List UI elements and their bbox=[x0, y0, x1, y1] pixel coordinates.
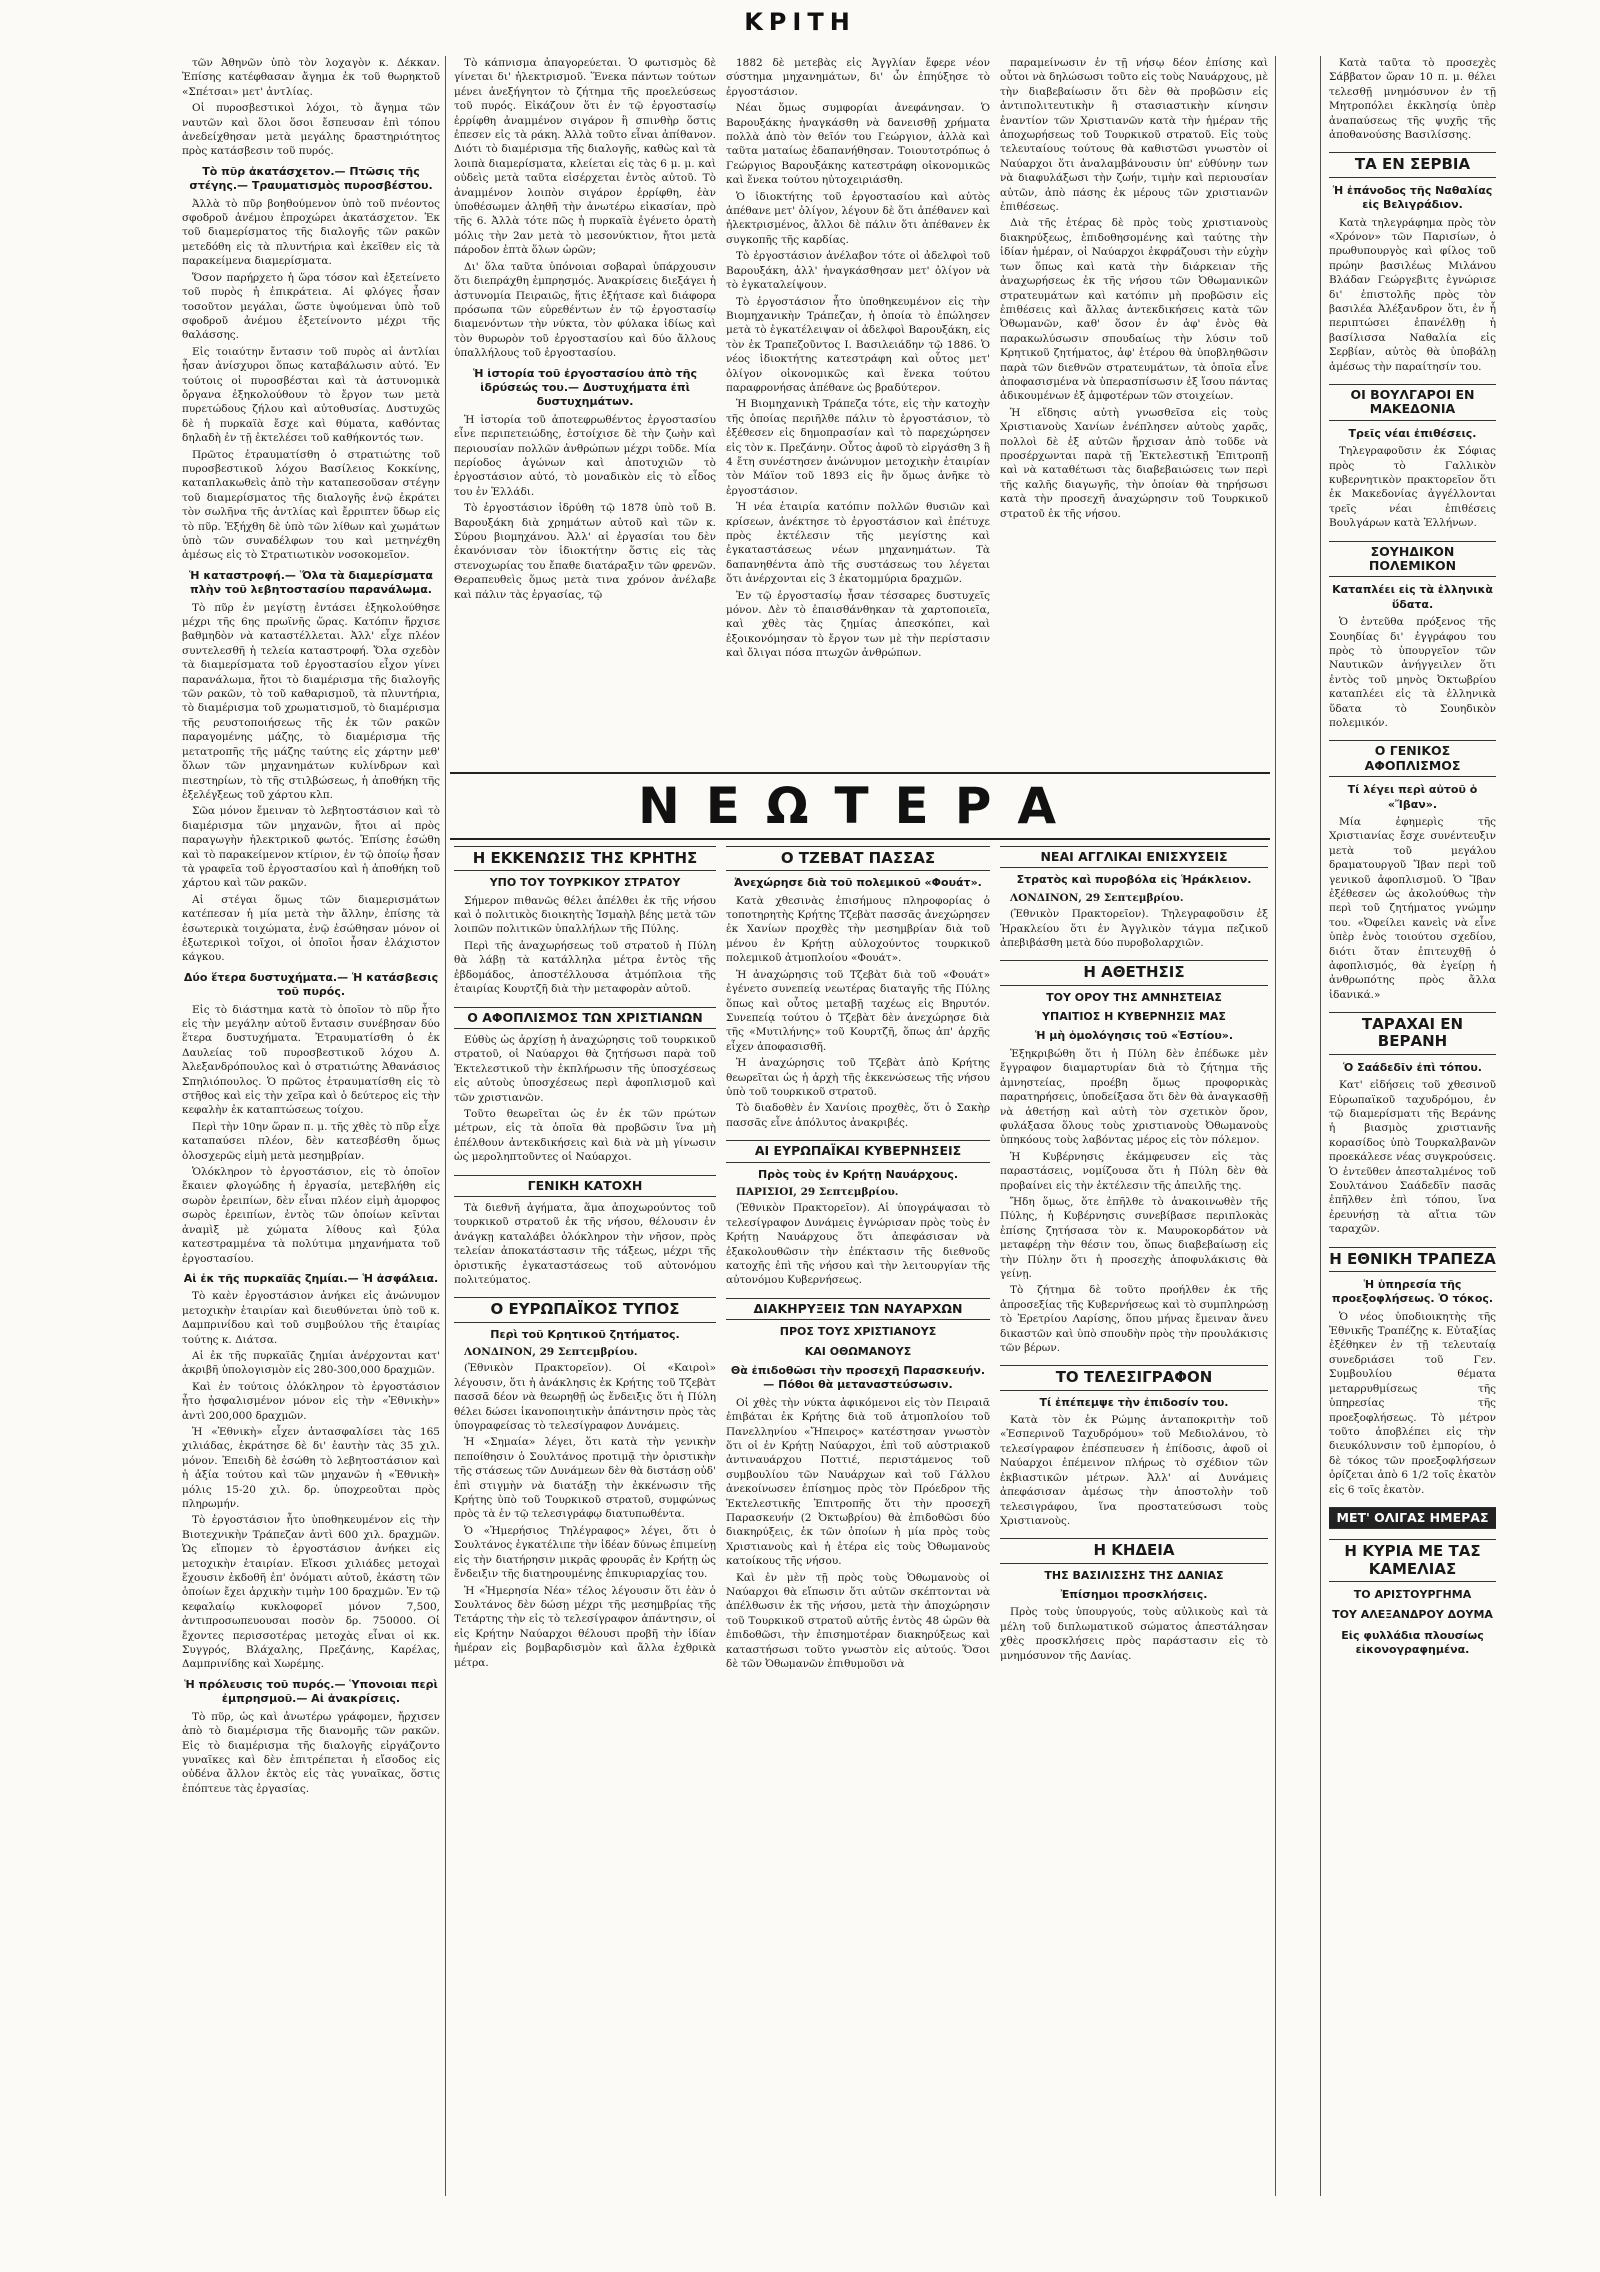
verani-text: Κατ' εἰδήσεις τοῦ χθεσινοῦ Εὐρωπαϊκοῦ ταχυδρόμου, ἐν τῷ διαμερίσματι τῆς Βεράνης ἡ βιασμὸς χριστιανῆς κορασίδος ὑπὸ Τουρκαλβανῶν προεκάλεσε νέας συγκρούσεις. Ὁ ἐντεῦθεν ἀπεσταλμένος τοῦ Σουλτάνου Σαάδεδῖν πασᾶς ἐπῆλθεν ἐπὶ τόπου, ἵνα ἐρευνήσῃ τὰ αἴτια τῶν ταραχῶν. bbox=[1329, 1079, 1496, 1236]
tzevat-headline: Ο ΤΖΕΒΑΤ ΠΑΣΣΑΣ bbox=[726, 846, 990, 871]
typos-dateline: ΛΟΝΔΙΝΟΝ, 29 Σεπτεμβρίου. bbox=[464, 1346, 638, 1358]
article-subheading: Τὸ πῦρ ἀκατάσχετον.— Πτῶσις τῆς στέγης.— Τραυματισμὸς πυροσβέστου. bbox=[189, 164, 433, 193]
naval-text: Ὁ ἐντεῦθα πρόξενος τῆς Σουηδίας δι' ἐγγράφου του πρὸς τὸ ὑπουργεῖον τῶν Ναυτικῶν ἀνήγγειλεν ὅτι ἐντὸς τοῦ μηνὸς Ὀκτωβρίου καταπλέει εἰς τὰ ἑλληνικὰ ὕδατα τὸ Σουηδικὸν πολεμικόν. bbox=[1329, 616, 1496, 729]
article-paragraph: Ἐν τῷ ἐργοστασίῳ ἦσαν τέσσαρες δυστυχεῖς μόνον. Δὲν τὸ ἐπαισθάνθηκαν τὰ χαρτοποιεῖα, καὶ χθὲς τὰς ζημίας ἀπεσκόπει, καὶ ἐξοικονόμησαν τὸ ἔργον των μὲ τὴν περίστασιν καὶ ὄλιγαι πόσα πτωχῶν ἀνθρώπων. bbox=[726, 589, 990, 660]
article-paragraph: Ἡ Βιομηχανικὴ Τράπεζα τότε, εἰς τὴν κατοχὴν τῆς ὁποίας περιῆλθε πάλιν τὸ ἐργοστάσιον, τὸ ἐξέθεσεν εἰς δημοπρασίαν καὶ τὸ παρεχώρησεν εἰς τὸν κ. Πρεζάνην. Οὗτος ἀφοῦ τὸ εἰργάσθη 3 ἢ 4 ἔτη συνέστησεν ἀνώνυμον μετοχικὴν ἑταιρίαν τὸν Μάϊον τοῦ 1893 εἰς ἣν ὅμως ἀνῆκε τὸ ἐργοστάσιον. bbox=[726, 398, 990, 497]
typos-paragraph: Ὁ «Ἡμερήσιος Τηλέγραφος» λέγει, ὅτι ὁ Σουλτάνος ἐγκατέλιπε τὴν ἰδέαν δύνως ἐπιμείνῃ εἰς τὴν διατήρησιν μικρᾶς φρουρᾶς ἐν Κρήτῃ ὡς ἔνδειξιν τῆς διατηρουμένης ἐπικυριαρχίας του. bbox=[454, 1524, 716, 1581]
article-paragraph: Αἱ στέγαι ὅμως τῶν διαμερισμάτων κατέπεσαν ἡ μία μετὰ τὴν ἄλλην, ἐπίσης τὰ ἐσωτερικὰ τοιχώματα, ἐνῷ ἐσώθησαν μόνον οἱ ἐξωτερικοὶ τοῖχοι, οἱ ὁποῖοι ἦσαν ἐλάχιστον κάγκου. bbox=[182, 893, 440, 964]
article-paragraph: Νέαι ὅμως συμφορίαι ἀνεφάνησαν. Ὁ Βαρουξάκης ἠναγκάσθη νὰ δανεισθῇ χρήματα πολλὰ ἀπὸ τὸν θεῖόν του Γεώργιον, ἀλλὰ καὶ ταῦτα ματαίως ἐδαπανήθησαν. Τοιουτοτρόπως ὁ Γεώργιος Βαρουξάκης κατεστράφη οἰκονομικῶς καὶ ἕνεκα τούτου ηὐτοχειριάσθη. bbox=[726, 102, 990, 187]
article-paragraph: Κατὰ ταῦτα τὸ προσεχὲς Σάββατον ὥραν 10 π. μ. θέλει τελεσθῇ μνημόσυνον ἐν τῇ Μητροπόλει ἐκκλησίᾳ ὑπὲρ ἀναπαύσεως τῆς ψυχῆς τῆς ἀποθανούσης Βασιλίσσης. bbox=[1329, 57, 1496, 142]
article-paragraph: Σῶα μόνον ἔμειναν τὸ λεβητοστάσιον καὶ τὸ διαμέρισμα τῶν μηχανῶν, ἤτοι αἱ πρὸς παραγωγὴν ἠλεκτρικοῦ φωτός. Ἐπίσης ἐσώθη καὶ τὸ παρακείμενον κτίριον, ἐν τῷ ὁποίῳ ἦσαν τὰ γραφεῖα τοῦ ἐργοστασίου καὶ ἡ ἀποθήκη τοῦ χάρτου καὶ τῶν ρακῶν. bbox=[182, 805, 440, 890]
column-5 bbox=[1325, 56, 1500, 2196]
ekkenosis-subheading: ΥΠΟ ΤΟΥ ΤΟΥΡΚΙΚΟΥ ΣΤΡΑΤΟΥ bbox=[489, 876, 681, 890]
tzevat-paragraph: Ἡ ἀναχώρησις τοῦ Τζεβὰτ ἀπὸ Κρήτης θεωρεῖται ὡς ἡ ἀρχὴ τῆς ἐκκενώσεως τῆς νήσου ὑπὸ τοῦ τουρκικοῦ στρατοῦ. bbox=[726, 1057, 990, 1098]
article-paragraph: Τὸ καὲν ἐργοστάσιον ἀνήκει εἰς ἀνώνυμον μετοχικὴν ἑταιρίαν καὶ διευθύνεται ὑπὸ τοῦ κ. Δαμπρινίδου καὶ τοῦ συμβούλου τῆς ἑταιρίας τούτης κ. Διάτσα. bbox=[182, 1290, 440, 1346]
naval-headline: ΣΟΥΗΔΙΚΟΝ ΠΟΛΕΜΙΚΟΝ bbox=[1329, 541, 1496, 578]
amnistia-paragraph: Ἡ Κυβέρνησις ἐκάμφευσεν εἰς τὰς παραστάσεις, νομίζουσα ὅτι ἡ Πύλη δὲν θὰ προβαίνει εἰς τὴν ἐκτέλεσιν τῆς ἀπειλῆς της. bbox=[1000, 1150, 1268, 1192]
verani-headline: ΤΑΡΑΧΑΙ ΕΝ ΒΕΡΑΝΗ bbox=[1329, 1012, 1496, 1055]
voulgaroi-text: Τηλεγραφοῦσιν ἐκ Σόφιας πρὸς τὸ Γαλλικὸν κυβερνητικὸν πρακτορεῖον ὅτι ἐκ Μακεδονίας ἀγγέλλονται τρεῖς νέαι ἐπιθέσεις Βουλγάρων κατὰ Ἑλλήνων. bbox=[1329, 445, 1496, 530]
afopl-paragraph: Τοῦτο θεωρεῖται ὡς ἐν ἐκ τῶν πρώτων μέτρων, εἰς τὰ ὁποῖα θὰ προβῶσιν ἵνα μὴ ἐπέλθουν ἀντεκδικήσεις καὶ διὰ νὰ μὴ γίνωσιν ὡς μεροληπτοῦντες οἱ Ναύαρχοι. bbox=[454, 1107, 716, 1164]
article-paragraph: Δι' ὅλα ταῦτα ὑπόνοιαι σοβαραὶ ὑπάρχουσιν ὅτι διεπράχθη ἐμπρησμός. Ἀνακρίσεις διεξάγει ἡ ἀστυνομία Πειραιῶς, ἥτις ἐξήτασε καὶ διάφορα πρόσωπα τῶν εὑρεθέντων ἐν τῷ ἐργοστασίῳ διαμενόντων τὴν νύκτα, τὸν φύλακα ἰδίως καὶ τὸν θυρωρὸν τοῦ ἐργοστασίου καὶ δύο ἄλλους ὑπαλλήλους τοῦ ἐργοστασίου. bbox=[454, 260, 716, 360]
article-paragraph: Τὸ ἐργοστάσιον ἀνέλαβον τότε οἱ ἀδελφοὶ τοῦ Βαρουξάκη, ἀλλ' ἠναγκάσθησαν μετ' ὀλίγον νὰ τὸ ἐγκαταλείψουν. bbox=[726, 250, 990, 292]
neotera-title: ΝΕΩΤΕΡΑ bbox=[637, 777, 1083, 835]
article-paragraph: Τὸ ἐργοστάσιον ἦτο ὑποθηκευμένον εἰς τὴν Βιομηχανικὴν Τράπεζαν, ἡ ὁποία τὸ ἐπώλησεν μετὰ τὸ ἐγκατέλειψαν οἱ ἀδελφοὶ Βαρουξάκη, εἰς τὸν ἐκ Τραπεζοῦντος Ι. Βασιλειάδην τῷ 1886. Ὁ νέος ἰδιοκτήτης κατεστράφη καὶ οὗτος μετ' ὀλίγον οἰκονομικῶς καὶ ἕνεκα τούτου παραφρονήσας ἀπέθανε ὡς βραδύτερον. bbox=[726, 295, 990, 394]
amnistia-paragraph: Τὸ ζήτημα δὲ τοῦτο προήλθεν ἐκ τῆς ἀπροσεξίας τῆς Κυβερνήσεως καὶ τὸ συμπληρώσῃ τὸ Ἐρετρίου Λαρίσης, ὅπου μήνας ἔμειναν ἄνευ δικαστῶν καὶ ὑπὸ σπουδὴν πρὸς τὴν προυλάκισις τῶν βέρων. bbox=[1000, 1284, 1268, 1354]
enisxyseis-dateline: ΛΟΝΔΙΝΟΝ, 29 Σεπτεμβρίου. bbox=[1010, 891, 1184, 904]
article-paragraph: Εἰς τὸ διάστημα κατὰ τὸ ὁποῖον τὸ πῦρ ἦτο εἰς τὴν μεγάλην αὐτοῦ ἔντασιν συνέβησαν δύο ἕτερα δυστυχήματα. Ἐτραυματίσθη ὁ ἐκ Δαυλείας τοῦ πυροσβεστικοῦ λόχου Δ. Ἀλεξανδρόπουλος καὶ ὁ στρατιώτης Ἀθανάσιος Σπηλιόπουλος. Ὁ πρῶτος ἐτραυματίσθη εἰς τὸ στῆθος καὶ εἰς τὴν χεῖρα καὶ ὁ δεύτερος εἰς τὴν κεφαλὴν ἐκ καταπτώσεως τοίχου. bbox=[182, 1003, 440, 1117]
article-subheading: Δύο ἕτερα δυστυχήματα.— Ἡ κατάσβεσις τοῦ πυρός. bbox=[183, 970, 439, 999]
masthead-title: ΚΡΙΤΗ bbox=[744, 8, 856, 36]
telesigrafo-paragraph: Κατὰ τὸν ἐκ Ρώμης ἀνταποκριτὴν τοῦ «Ἐσπερινοῦ Ταχυδρόμου» τοῦ Μεδιολάνου, τὸ τελεσίγραφον ἐπέσπευσεν ἡ ἐπίδοσις, ἀφοῦ οἱ Ναύαρχοι ἐπέμεινον πλήρως τὸ σχέδιον τῶν ἐκβιαστικῶν μέτρων. Ἀλλ' αἱ Δυνάμεις ἀπεφάσισαν ἀμέσως τὴν ἀποστολὴν τοῦ τελεσιγράφου, ἵνα προστατεύσωσι τοὺς Χριστιανοὺς. bbox=[1000, 1414, 1268, 1527]
article-paragraph: Τὸ ἐργοστάσιον ἦτο ὑποθηκευμένον εἰς τὴν Βιοτεχνικὴν Τράπεζαν ἀντὶ 600 χιλ. δραχμῶν. Ὡς εἴπομεν τὸ ἐργοστάσιον ἀνήκει εἰς μετοχικὴν ἑταιρίαν. Εἴκοσι χιλιάδες μετοχαὶ ἔχουσιν ἐκδοθῆ ἐπ' ὀνόματι αὐτοῦ, ἑκάστη τῶν ὁποίων ἔχει ἀρχικὴν τιμὴν 100 δραχμῶν. Ἐν τῷ κεφαλαίῳ κυκλοφορεῖ μόνον 7,500, ἀντιπροσωπευουσαι ποσὸν δρ. 750000. Οἱ ἔχοντες περισσοτέρας μετοχὰς εἶναι οἱ κκ. Συγγρός, Βλάχαλης, Πρεζάνης, Καρέλας, Δαμπρινίδης καὶ Χωρέμης. bbox=[182, 1514, 440, 1671]
masthead bbox=[150, 8, 1450, 48]
katoxi-headline: ΓΕΝΙΚΗ ΚΑΤΟΧΗ bbox=[454, 1175, 716, 1197]
enisxyseis-paragraph: (Ἐθνικὸν Πρακτορεῖον). Τηλεγραφοῦσιν ἐξ Ἡρακλείου ὅτι ἐν Ἀγγλικὸν τάγμα πεζικοῦ ἀπεβιβάσθη μετὰ δύο πυροβολαρχιῶν. bbox=[1000, 908, 1268, 949]
tzevat-paragraph: Τὸ διαδοθὲν ἐν Χανίοις προχθὲς, ὅτι ὁ Σακὴρ πασσᾶς εἶνε ἀπόλυτος ἀνακριβές. bbox=[726, 1102, 990, 1129]
lower-column-c bbox=[996, 846, 1272, 2216]
article-subheading: Ἡ καταστροφή.— Ὅλα τὰ διαμερίσματα πλὴν τοῦ λεβητοστασίου παρανάλωμα. bbox=[189, 568, 433, 597]
kideia-subheading: Ἐπίσημοι προσκλήσεις. bbox=[1060, 1587, 1208, 1601]
article-paragraph: Ἀλλὰ τὸ πῦρ βοηθούμενον ὑπὸ τοῦ πνέοντος σφοδροῦ ἀνέμου ἐπροχώρει ἀκατάσχετον. Ἐκ τοῦ διαμερίσματος τῆς διαλογῆς τῶν ρακῶν μετεδόθη εἰς τὰ πλυντήρια καὶ ἐκεῖθεν εἰς τὰ παρακείμενα διαμερίσματα. bbox=[182, 197, 440, 268]
trapeza-text: Ὁ νέος ὑποδιοικητὴς τῆς Ἐθνικῆς Τραπέζης κ. Εὐταξίας ἐξέθηκεν ἐν τῇ τελευταίᾳ συνεδριάσει τοῦ Γεν. Συμβουλίου θέματα μεταρρυθμίσεως τῆς ὑπηρεσίας τῆς προεξοφλήσεως. Τὸ μέτρον τοῦτο ἀποβλέπει εἰς τὴν διευκόλυνσιν τοῦ ἐμπορίου, ὁ δὲ τόκος τῶν προεξοφλήσεων ὁρίζεται ἀπὸ 6 1/2 τοῖς ἑκατὸν εἰς 6 τοῖς ἑκατὸν. bbox=[1329, 1310, 1496, 1496]
tzevat-subheading: Ἀνεχώρησε διὰ τοῦ πολεμικοῦ «Φουάτ». bbox=[734, 876, 982, 890]
column-rule bbox=[1275, 56, 1276, 2196]
afopl-paragraph: Εὐθὺς ὡς ἀρχίσῃ ἡ ἀναχώρησις τοῦ τουρκικοῦ στρατοῦ, οἱ Ναύαρχοι θὰ ζητήσωσι παρὰ τοῦ Ἐκτελεστικοῦ τὴν ἐκπλήρωσιν τῆς ὑποσχέσεως εἰς αὐτοὺς ὑποσχέσεως περὶ ἀφοπλισμοῦ καὶ τῶν χριστιανῶν. bbox=[454, 1033, 716, 1104]
typos-paragraph: (Ἐθνικὸν Πρακτορεῖον). Οἱ «Καιροὶ» λέγουσιν, ὅτι ἡ ἀνάκλησις ἐκ Κρήτης τοῦ Τζεβὰτ πασσᾶ δέον νὰ θεωρηθῇ ὡς ἔνδειξις ὅτι ἡ Πύλη θέλει δώσει ἱκανοποιητικὴν ἀπάντησιν πρὸς τὰς ὑπογραφείσας τὸ τελεσίγραφον Δυνάμεις. bbox=[454, 1362, 716, 1433]
enisxyseis-subheading: Στρατὸς καὶ πυροβόλα εἰς Ἡράκλειον. bbox=[1016, 873, 1252, 887]
lower-column-b bbox=[722, 846, 994, 2216]
article-paragraph: Ἡ ἱστορία τοῦ ἀποτεφρωθέντος ἐργοστασίου εἶνε περιπετειώδης, ἐστοίχισε δὲ τὴν ζωὴν καὶ περιουσίαν πολλῶν ἀνθρώπων μέχρι τοῦδε. Μία περίοδος ἀγώνων καὶ ἀποτυχιῶν τὸ ἐργοστάσιον αὐτό, τὸ μοναδικὸν εἰς τὸ εἶδος του ἐν Ἑλλάδι. bbox=[454, 413, 716, 498]
article-subheading: Ἡ ἱστορία τοῦ ἐργοστασίου ἀπὸ τῆς ἱδρύσεώς του.— Δυστυχήματα ἐπὶ δυστυχημάτων. bbox=[473, 366, 697, 409]
kyv-dateline: ΠΑΡΙΣΙΟΙ, 29 Σεπτεμβρίου. bbox=[736, 1185, 899, 1198]
telesigrafo-headline: ΤΟ ΤΕΛΕΣΙΓΡΑΦΟΝ bbox=[1000, 1365, 1268, 1390]
telesigrafo-subheading: Τί ἐπέπεμψε τὴν ἐπιδοσίν του. bbox=[1039, 1395, 1229, 1409]
diak-headline-1: ΔΙΑΚΗΡΥΞΕΙΣ ΤΩΝ ΝΑΥΑΡΧΩΝ bbox=[726, 1298, 990, 1320]
article-subheading: Αἱ ἐκ τῆς πυρκαϊᾶς ζημίαι.— Ἡ ἀσφάλεια. bbox=[183, 1271, 439, 1285]
kamelias-sub-3: Εἰς φυλλάδια πλουσίως εἰκονογραφημένα. bbox=[1341, 1628, 1484, 1657]
tzevat-paragraph: Ἡ ἀναχώρησις τοῦ Τζεβὰτ διὰ τοῦ «Φουάτ» ἐγένετο συνεπείᾳ νεωτέρας διαταγῆς τῆς Πύλης ὅπως καὶ οὗτος μεταβῇ ταχέως εἰς Βηρυτόν. Συνεπείᾳ τούτου ὁ Τζεβὰτ δὲν ἀνεχώρησε διὰ τῆς «Μυτιλήνης» τοῦ Κουρτζῆ, ὅπως ἀπ' ἀρχῆς εἶχεν ἀποφασισθῆ. bbox=[726, 968, 990, 1053]
amnistia-subheading: Ἡ μὴ ὁμολόγησις τοῦ «Ἑστίου». bbox=[1034, 1029, 1234, 1043]
kamelias-sub-1: ΤΟ ΑΡΙΣΤΟΥΡΓΗΜΑ bbox=[1353, 1587, 1472, 1601]
amnistia-paragraph: Ἤδη ὅμως, ὅτε ἐπῆλθε τὸ ἀνακοινωθὲν τῆς Πύλης, ἡ Κυβέρνησις συνεβίβασε περιπλοκὰς ἐπίσης ζητήσασα τὸν κ. Μαυροκορδάτον νὰ μεταφέρῃ τὴν θέσιν του, ὅπως διαβεβαίωσῃ εἰς τὴν Πύλην ὅτι ἡ προσεχὴς ἀποφυλάκισις θὰ γείνῃ. bbox=[1000, 1195, 1268, 1280]
lower-column-a bbox=[450, 846, 720, 2216]
voulgaroi-subheading: Τρεῖς νέαι ἐπιθέσεις. bbox=[1348, 426, 1477, 440]
article-paragraph: Εἰς τοιαύτην ἔντασιν τοῦ πυρὸς αἱ ἀντλίαι ἦσαν ἀνίσχυροι ὅπως καταβάλωσιν αὐτό. Ἐν τούτοις οἱ πυροσβέσται καὶ τὰ ἀστυνομικὰ ὄργανα ἐξηκολούθουν τὸ ἔργον των μετὰ πυρετώδους ζήλου καὶ αὐτοθυσίας. Δυστυχῶς δὲ ἡ πυρκαϊὰ ἔσχε καὶ θύματα, καθόντας δηλαδὴ ἐν τῇ ἐκτελέσει τοῦ καθήκοντός των. bbox=[182, 345, 440, 445]
article-paragraph: Ἡ «Ἐθνικὴ» εἶχεν ἀντασφαλίσει τὰς 165 χιλιάδας, ἑκράτησε δὲ δι' ἑαυτὴν τὰς 35 χιλ. μόνον. Ἐπειδὴ δὲ ἐσώθη τὸ λεβητοστάσιον καὶ ἡ ἀξία τούτου καὶ τῶν μηχανῶν ἡ «Ἐθνικὴ» μόλις 15-20 χιλ. δρ. ὑποχρεοῦται πρὸς πληρωμήν. bbox=[182, 1425, 440, 1510]
diak-headline-2: ΠΡΟΣ ΤΟΥΣ ΧΡΙΣΤΙΑΝΟΥΣ bbox=[779, 1325, 937, 1339]
article-paragraph: Τὸ κάπνισμα ἀπαγορεύεται. Ὁ φωτισμὸς δὲ γίνεται δι' ἠλεκτρισμοῦ. Ἕνεκα πάντων τούτων μένει ἀνεξήγητον τὸ ζήτημα τῆς προελεύσεως τοῦ πυρός. Εἰκάζουν ὅτι ἐν τῷ ἐργοστασίῳ ἐρρίφθη ἀναμμένον σιγάρον ἢ σπινθὴρ ὅστις ἐπεσεν εἰς τὰ ράκη. Ἀλλὰ τοῦτο εἶναι ἀπίθανον. Διότι τὸ διαμέρισμα τῆς διαλογῆς, καθὼς καὶ τὰ λοιπὰ διαμερίσματα, κλείεται εἰς τὰς 6 μ. μ. καὶ οὐδεὶς μετὰ ταῦτα εἰσέρχεται ἐντὸς αὐτοῦ. Τὸ ἀναμμένον λοιπὸν σιγάρον ἐρρίφθη, ἐὰν ὑποθέσωμεν ἀληθῆ τὴν ἀνωτέρω εἰκασίαν, πρὸ τῆς 6. Ἀλλὰ τότε πῶς ἡ πυρκαϊὰ ἐγένετο ὁρατὴ μόλις τὴν 2αν μετὰ τὸ μεσονύκτιον, ἤτοι μετὰ πάροδον ἑπτὰ ὅλων ὡρῶν; bbox=[454, 57, 716, 257]
afoplismos-headline: Ο ΓΕΝΙΚΟΣ ΑΦΟΠΛΙΣΜΟΣ bbox=[1329, 740, 1496, 777]
article-paragraph: Περὶ τὴν 10ην ὥραν π. μ. τῆς χθὲς τὸ πῦρ εἶχε καταπαύσει πλέον, δὲν κατεσβέσθη ὅμως ὁλοσχερῶς εἰμὴ μετὰ μεσημβρίαν. bbox=[182, 1120, 440, 1162]
soon-banner: ΜΕΤ' ΟΛΙΓΑΣ ΗΜΕΡΑΣ bbox=[1329, 1507, 1496, 1529]
serbia-text: Κατὰ τηλεγράφημα πρὸς τὸν «Χρόνον» τῶν Παρισίων, ὁ πρωθυπουργὸς καὶ φίλος τοῦ πρώην βασιλέως Μιλάνου Βλάδαν Γεώργεβιτς ἐγνώρισε δι' ἐπιστολῆς πρὸς τὸν βασιλέα Ἀλέξανδρον ὅτι, ἐν ἧ περιπτώσει ἐπανέλθῃ ἡ βασίλισσα Ναθαλία εἰς Σερβίαν, αὐτὸς θὰ ὑποβάλῃ ἀμέσως τὴν παραίτησίν του. bbox=[1329, 216, 1496, 373]
afopl-headline: Ο ΑΦΟΠΛΙΣΜΟΣ ΤΩΝ ΧΡΙΣΤΙΑΝΩΝ bbox=[454, 1007, 716, 1029]
serbia-headline: ΤΑ ΕΝ ΣΕΡΒΙΑ bbox=[1329, 152, 1496, 177]
article-paragraph: Αἱ ἐκ τῆς πυρκαϊᾶς ζημίαι ἀνέρχονται κατ' ἀκριβῆ ὑπολογισμὸν εἰς 280-300,000 δραχμῶν. bbox=[182, 1349, 440, 1377]
naval-subheading: Καταπλέει εἰς τὰ ἑλληνικὰ ὕδατα. bbox=[1332, 583, 1493, 611]
article-paragraph: Ὁ ἰδιοκτήτης τοῦ ἐργοστασίου καὶ αὐτὸς ἀπέθανε μετ' ὀλίγον, λέγουν δὲ ὅτι ἀπέθανεν καὶ ἠλεκτρισμένος, ἄλλοι δὲ πάλιν ὅτι ἀπέθανεν ἐκ συγκοπῆς τῆς καρδίας. bbox=[726, 190, 990, 246]
amnistia-paragraph: Ἐξηκριβώθη ὅτι ἡ Πύλη δὲν ἐπέδωκε μὲν ἔγγραφον διαμαρτυρίαν διὰ τὸ ζήτημα τῆς ἀμνηστείας, προέβη ὅμως προφορικὰς παρατηρήσεις, ὑποδείξασα ὅτι δὲν θὰ ἀναγκασθῇ νὰ ἀθετήσῃ καὶ αὐτὴ τὸν σχετικὸν ὅρον, φυλάξασα ὅλους τοὺς χριστιανοὺς Ὀθωμανοὺς ὑπηκόους τοὺς λαβόντας μέρος εἰς τὸν πόλεμον. bbox=[1000, 1047, 1268, 1147]
kyv-subheading: Πρὸς τοὺς ἐν Κρήτῃ Ναυάρχους. bbox=[757, 1167, 959, 1181]
article-paragraph: Καὶ ἐν τούτοις ὁλόκληρον τὸ ἐργοστάσιον ἦτο ἠσφαλισμένον μόνον εἰς τὴν «Ἐθνικὴν» ἀντὶ 200,000 δραχμῶν. bbox=[182, 1380, 440, 1422]
verani-subheading: Ὁ Σαάδεδῖν ἐπὶ τόπου. bbox=[1343, 1060, 1482, 1074]
trapeza-headline: Η ΕΘΝΙΚΗ ΤΡΑΠΕΖΑ bbox=[1329, 1247, 1496, 1272]
column-3 bbox=[722, 56, 994, 766]
typos-subheading: Περὶ τοῦ Κρητικοῦ ζητήματος. bbox=[490, 1327, 680, 1341]
tzevat-paragraph: Κατὰ χθεσινὰς ἐπισήμους πληροφορίας ὁ τοποτηρητὴς Κρήτης Τζεβὰτ πασσᾶς ἀνεχώρησεν ἐκ Χανίων προχθὲς τὴν μεσημβρίαν διὰ τοῦ μένου ἐν Κρήτῃ αὐλοχούντος τουρκικοῦ πολεμικοῦ ἀτμοπλοίου «Φουάτ». bbox=[726, 894, 990, 965]
diak-paragraph: Καὶ ἐν μὲν τῇ πρὸς τοὺς Ὀθωμανοὺς οἱ Ναύαρχοι θὰ εἴπωσιν ὅτι αὐτῶν σκέπτονται νὰ ἀπέλθωσιν ἐκ τῆς νήσου, μετὰ τὴν ἀποχώρησιν τοῦ Τουρκικοῦ στρατοῦ αὐτῆς ἐντὸς 48 ὡρῶν θὰ ἐπιδοθῶσι, τὴν ἐπισημοτέραν διακηρύξεως καὶ καταστήσωσι τοῦτο γνωστὸν εἰς αὐτούς. Ὅσοι δὲ τῶν Ὀθωμανῶν ἐπιθυμοῦσι νὰ bbox=[726, 1571, 990, 1671]
amnistia-headline-3: ΥΠΑΙΤΙΟΣ Η ΚΥΒΕΡΝΗΣΙΣ ΜΑΣ bbox=[1042, 1010, 1226, 1024]
trapeza-subheading: Ἡ ὑπηρεσία τῆς προεξοφλήσεως. Ὁ τόκος. bbox=[1331, 1277, 1494, 1306]
kideia-headline-2: ΤΗΣ ΒΑΣΙΛΙΣΣΗΣ ΤΗΣ ΔΑΝΙΑΣ bbox=[1044, 1568, 1224, 1582]
neotera-banner bbox=[450, 772, 1270, 840]
article-paragraph: Ἡ νέα ἑταιρία κατόπιν πολλῶν θυσιῶν καὶ κρίσεων, ἀνέκτησε τὸ ἐργοστάσιον καὶ ἐπέτυχε πρὸς ἐκτέλεσιν τῆς μεγίστης καὶ ἐγκαταστάσεως νέων μηχανημάτων. Τὰ δαπανηθέντα ἀπὸ τῆς συστάσεως του λέγεται ὅτι ἀνέρχονται εἰς 3 ἑκατομμύρια δραχμῶν. bbox=[726, 501, 990, 586]
article-paragraph: Τὸ πῦρ, ὡς καὶ ἀνωτέρω γράφομεν, ἤρχισεν ἀπὸ τὸ διαμέρισμα τῆς διανομῆς τῶν ρακῶν. Εἰς τὸ διαμέρισμα τῆς διαλογῆς εἰργάζοντο γυναῖκες καὶ δὲν ἐπιτρέπεται ἡ εἴσοδος εἰς οὐδένα ἄλλον ἐκτὸς εἰς τὰς γυναῖκας, ὅστις ἐπόπτευε τὰς ἐργασίας. bbox=[182, 1710, 440, 1795]
amnistia-headline-1: Η ΑΘΕΤΗΣΙΣ bbox=[1000, 960, 1268, 985]
typos-paragraph: Ἡ «Ἡμερησία Νέα» τέλος λέγουσιν ὅτι ἐὰν ὁ Σουλτάνος δὲν δώσῃ μέχρι τῆς μεσημβρίας τῆς Τετάρτης τὴν εἰς τὸ τελεσίγραφον ἀπάντησιν, οἱ εἰς Κρήτην Ναύαρχοι θέλουσι προβῆ τὴν ἰδίαν ἡμέραν εἰς βομβαρδισμὸν καὶ ἄλλα ἐχθρικὰ μέτρα. bbox=[454, 1584, 716, 1669]
afoplismos-text: Μία ἐφημερὶς τῆς Χριστιανίας ἔσχε συνέντευξιν μετὰ τοῦ μεγάλου δραματουργοῦ Ἴβαν περὶ τοῦ γενικοῦ ἀφοπλισμοῦ. Ὁ Ἴβαν ἐξέθεσεν ὡς ἀκολούθως τὴν περὶ τοῦ ζητήματος γνώμην του. «Ὀφείλει κανεὶς νὰ εἶνε ὑπὲρ ἑνὸς τοιούτου σχεδίου, διότι ὅταν ἐπιτευχθῇ ὁ ἀφοπλισμός, θὰ ἐγείρῃ ἡ ἀνθρωπότης πρὸς ἄλλα ἰδανικά.» bbox=[1329, 815, 1496, 1001]
kyv-paragraph: (Ἐθνικὸν Πρακτορεῖον). Αἱ ὑπογράψασαι τὸ τελεσίγραφον Δυνάμεις ἐγνώρισαν πρὸς τοὺς ἐν Κρήτῃ Ναυάρχους ὅτι ἀπεφάσισαν νὰ ἐξακολουθῶσιν τὴν ἐπέκτασιν τῆς διεθνοῦς κατοχῆς ἐπὶ τῆς νήσου καὶ τὴν λειτουργίαν τῆς αὐτονόμου Κυβερνήσεως. bbox=[726, 1202, 990, 1287]
afoplismos-subheading: Τί λέγει περὶ αὐτοῦ ὁ «Ἴβαν». bbox=[1347, 783, 1478, 811]
article-paragraph: Ὅσον παρήρχετο ἡ ὥρα τόσον καὶ ἐξετείνετο τοῦ πυρὸς ἡ ἐπικράτεια. Αἱ φλόγες ἦσαν τοσοῦτον μεγάλαι, ὥστε ὑψούμεναι ὑπὸ τοῦ σφοδροῦ ἀνέμου ἐξετείνοντο μέχρι τῆς θαλάσσης. bbox=[182, 271, 440, 342]
article-paragraph: Ἡ εἴδησις αὐτὴ γνωσθεῖσα εἰς τοὺς Χριστιανοὺς Χανίων ἐνέπλησεν αὐτοὺς χαρᾶς, πολλοὶ δὲ ἐξ αὐτῶν ἤρχισαν ἀπὸ τοῦδε νὰ προσέρχωνται παρὰ τῇ Ἐκτελεστικῇ Ἐπιτροπῇ καὶ νὰ καταθέτωσι τὰς διαβεβαιώσεις των περὶ τῆς καλῆς διαγωγῆς, τὴν ὁποίαν θὰ τηρήσωσι κατὰ τὴν προσεχῆ ἀναχώρησιν τοῦ Τουρκικοῦ στρατοῦ ἐκ τῆς νήσου. bbox=[1000, 406, 1268, 520]
amnistia-headline-2: ΤΟΥ ΟΡΟΥ ΤΗΣ ΑΜΝΗΣΤΕΙΑΣ bbox=[1046, 990, 1222, 1004]
typos-paragraph: Ἡ «Σημαία» λέγει, ὅτι κατὰ τὴν γενικὴν πεποίθησιν ὁ Σουλτάνος προτιμᾷ τὴν ὁριστικὴν τῆς στάσεως τῶν Δυνάμεων δὲν θὰ διστάσῃ οὐδ' ἐπὶ στιγμὴν νὰ διατάξῃ τὴν ἐκκένωσιν τῆς Κρήτης ὑπὸ τοῦ Τουρκικοῦ στρατοῦ, συμφώνως πρὸς τὰ ἐν τῷ τελεσιγράφῳ διατυπωθέντα. bbox=[454, 1436, 716, 1521]
diak-headline-3: ΚΑΙ ΟΘΩΜΑΝΟΥΣ bbox=[804, 1344, 912, 1358]
kyv-headline: ΑΙ ΕΥΡΩΠΑΪΚΑΙ ΚΥΒΕΡΝΗΣΕΙΣ bbox=[726, 1140, 990, 1162]
article-paragraph: Ὁλόκληρον τὸ ἐργοστάσιον, εἰς τὸ ὁποῖον ἔκαιεν φλογώδης ἡ ἐργασία, μετεβλήθη εἰς σωρὸν ἐρειπίων, δὲν εἶναι πλέον εἰμὴ ἀμορφος σωρὸς ἐρειπίων, ἐντὸς τῶν ὁποίων κεῖνται ἀναμὶξ μὲ χώματα λίθους καὶ ξύλα κατεστραμμένα τὰ πολύτιμα μηχανήματα τοῦ ἐργοστασίου. bbox=[182, 1166, 440, 1265]
katoxi-paragraph: Τὰ διεθνῆ ἀγήματα, ἅμα ἀποχωρούντος τοῦ τουρκικοῦ στρατοῦ ἐκ τῆς νήσου, θέλουσιν ἐν ἀνάγκῃ καταλάβει ὁλόκληρον τὴν νῆσον, πρὸς τελείαν ἀποκατάστασιν τῆς τάξεως, μέχρι τῆς ὁριστικῆς ἐγκαταστάσεως τοῦ αὐτονόμου πολιτεύματος. bbox=[454, 1201, 716, 1286]
ekkenosis-headline: Η ΕΚΚΕΝΩΣΙΣ ΤΗΣ ΚΡΗΤΗΣ bbox=[454, 846, 716, 871]
kamelias-sub-2: ΤΟΥ ΑΛΕΞΑΝΔΡΟΥ ΔΟΥΜΑ bbox=[1332, 1608, 1493, 1622]
typos-headline: Ο ΕΥΡΩΠΑΪΚΟΣ ΤΥΠΟΣ bbox=[454, 1297, 716, 1322]
enisxyseis-headline: ΝΕΑΙ ΑΓΓΛΙΚΑΙ ΕΝΙΣΧΥΣΕΙΣ bbox=[1000, 846, 1268, 868]
article-paragraph: Τὸ ἐργοστάσιον ἱδρύθη τῷ 1878 ὑπὸ τοῦ Β. Βαρουξάκη διὰ χρημάτων αὐτοῦ καὶ τῶν κ. Σύρου βιομηχάνου. Ἀλλ' αἱ ἐργασίαι του δὲν ἐκανόνισαν τὸν ἱδιοκτήτην ὅστις εἰς τὰς στενοχωρίας του ἔπαθε διατάραξιν τῶν φρενῶν. Θεραπευθεὶς ὅμως μετὰ τινα χρόνον ἀνέλαβε καὶ πάλιν τὰς ἐργασίας, τῷ bbox=[454, 502, 716, 601]
ekkenosis-paragraph: Σήμερον πιθανῶς θέλει ἀπέλθει ἐκ τῆς νήσου καὶ ὁ πολιτικὸς διοικητὴς Ἰσμαὴλ βέης μετὰ τῶν λοιπῶν πολιτικῶν ὑπαλλήλων τῆς Πύλης. bbox=[454, 894, 716, 936]
article-subheading: Ἡ πρόλευσις τοῦ πυρός.— Ὑπονοιαι περὶ ἐμπρησμοῦ.— Αἱ ἀνακρίσεις. bbox=[184, 1677, 438, 1706]
article-paragraph: Διὰ τῆς ἑτέρας δὲ πρὸς τοὺς χριστιανοὺς διακηρύξεως, ἐπιδοθησομένης καὶ ταύτης τὴν ἰδίαν ἡμέραν, οἱ Ναύαρχοι ἐκφράζουσι τὴν εὐχὴν των ὅπως καὶ κατὰ τὴν διάρκειαν τῆς ἀναχωρήσεως ἐκ τῆς νήσου τῶν Ὀθωμανικῶν στρατευμάτων καὶ κατόπιν μὴ προβῶσιν εἰς ἐπιθέσεις καὶ ἄλλας ἀντεκδικήσεις κατὰ τῶν Ὀθωμανῶν, καθ' ὅσον ἐν ἀφ' ἑνὸς θὰ παρακωλύσωσιν σπουδαίως τὴν λύσιν τοῦ Κρητικοῦ ζητήματος, ἀφ' ἑτέρου θὰ ὑποβληθῶσιν παρὰ τῶν διεθνῶν στρατευμάτων, τὰ ὁποῖα εἶνε ἀποφασισμένα νὰ ὑπερασπίσωσιν ἐξ ἴσου πάντας ἀδικουμένων ἐξ ἀμφοτέρων τῶν στοιχείων. bbox=[1000, 217, 1268, 403]
column-2 bbox=[450, 56, 720, 766]
kideia-paragraph: Πρὸς τοὺς ὑπουργούς, τοὺς αὐλικοὺς καὶ τὰ μέλη τοῦ διπλωματικοῦ σώματος ἀπεστάλησαν χθὲς προσκλήσεις πρὸς παράστασιν εἰς τὸ μνημόσυνον τῆς Δανίας. bbox=[1000, 1606, 1268, 1662]
article-paragraph: Πρῶτος ἐτραυματίσθη ὁ στρατιώτης τοῦ πυροσβεστικοῦ λόχου Βασίλειος Κοκκίνης, καταπλακωθεὶς ἀπὸ τὴν καταπεσοῦσαν στέγην τοῦ διαμερίσματος τῆς διαλογῆς ἐνῷ ἐκράτει τὸν σωλῆνα τῆς ἀντλίας καὶ ἔρριπτεν ὕδωρ εἰς τὸ πῦρ. Ἐξήχθη δὲ ὑπὸ τῶν λίθων καὶ χωμάτων ὑπὸ τῶν συναδέλφων του καὶ μετηνέχθη ἀμέσως εἰς τὸ Στρατιωτικὸν νοσοκομεῖον. bbox=[182, 448, 440, 562]
serbia-subheading: Ἡ ἐπάνοδος τῆς Ναθαλίας εἰς Βελιγράδιον. bbox=[1332, 183, 1493, 212]
article-paragraph: 1882 δὲ μετεβὰς εἰς Ἀγγλίαν ἔφερε νέον σύστημα μηχανημάτων, δι' ὧν ἐπηύξησε τὸ ἐργοστάσιον. bbox=[726, 57, 990, 98]
column-4 bbox=[996, 56, 1272, 766]
article-paragraph: παραμείνωσιν ἐν τῇ νήσῳ δέον ἐπίσης καὶ οὗτοι νὰ δηλώσωσι τοῦτο εἰς τοὺς Ναυάρχους, μὲ τὴν διαβεβαίωσιν ὅτι δὲν θὰ προβῶσιν εἰς ἀντιπολιτευτικὴν ἢ στασιαστικὴν κίνησιν ἐναντίον τῶν Χριστιανῶν κατὰ τὴν ἡμέραν τῆς ἀποχωρήσεως τοῦ Τουρκικοῦ στρατοῦ. Εἰς τοὺς τελευταίους τούτους θὰ καθιστῶσι γνωστὸν οἱ Ναύαρχοι ὅτι ἀναλαμβάνουσιν ὑπ' εὐθύνην των νὰ διαφυλάξωσι τὴν ζωήν, τιμὴν καὶ περιουσίαν αὐτῶν, ἀπὸ πάσης ἐκ μέρους τῶν χριστιανῶν ἐπιθέσεως. bbox=[1000, 57, 1268, 214]
column-rule bbox=[445, 56, 446, 2196]
article-paragraph: τῶν Ἀθηνῶν ὑπὸ τὸν λοχαγὸν κ. Δέκκαν. Ἐπίσης κατέφθασαν ἄγημα ἐκ τοῦ θωρηκτοῦ «Σπέτσαι» μετ' ἀντλίας. bbox=[182, 57, 440, 98]
kideia-headline-1: Η ΚΗΔΕΙΑ bbox=[1000, 1538, 1268, 1563]
voulgaroi-headline: ΟΙ ΒΟΥΛΓΑΡΟΙ ΕΝ ΜΑΚΕΔΟΝΙΑ bbox=[1329, 384, 1496, 421]
ekkenosis-paragraph: Περὶ τῆς ἀναχωρήσεως τοῦ στρατοῦ ἡ Πύλη θὰ λάβῃ τὰ κατάλληλα μέτρα ἐντὸς τῆς ἑβδομάδος, ἀποστέλλουσα ἀτμόπλοια τῆς ἑταιρίας Κουρτζῆ διὰ τὴν μεταφορὰν αὐτοῦ. bbox=[454, 939, 716, 996]
column-1 bbox=[178, 56, 444, 2196]
diak-subheading: Θὰ ἐπιδοθῶσι τὴν προσεχῆ Παρασκευήν.— Πόθοι θὰ μεταναστεύσωσιν. bbox=[730, 1363, 986, 1392]
article-paragraph: Τὸ πῦρ ἐν μεγίστῃ ἐντάσει ἐξηκολούθησε μέχρι τῆς 6ης πρωϊνῆς ὥρας. Κατόπιν ἤρχισε βαθμηδὸν νὰ καταστέλλεται. Ἀλλ' εἶχε πλέον συντελεσθῆ ἡ τελεία καταστροφή. Ὅλα σχεδὸν τὰ διαμερίσματα τοῦ ἐργοστασίου εἶχον γίνει παρανάλωμα, ἤτοι τὸ διαμέρισμα τῆς διαλογῆς τῶν ρακῶν, τὸ τοῦ καθαρισμοῦ, τὰ πλυντήρια, τὸ διαμέρισμα τοῦ χρωματισμοῦ, τὸ διαμέρισμα τῆς ρευστοποιήσεως τῆς ἐκ τῶν ρακῶν παραγομένης μάζης, τὸ διαμέρισμα τῆς μετατροπῆς τῆς μάζης ταύτης εἰς χάρτην μεθ' ὅλων τῶν μηχανημάτων κυλίνδρων καὶ πιεστηρίων, τὸ τῆς στιλβώσεως, ἡ ἀποθήκη τῆς ἐξελέγξεως τοῦ χάρτου κλπ. bbox=[182, 601, 440, 801]
column-rule bbox=[1320, 56, 1321, 2196]
kamelias-headline: Η ΚΥΡΙΑ ΜΕ ΤΑΣ ΚΑΜΕΛΙΑΣ bbox=[1329, 1539, 1496, 1582]
diak-paragraph: Οἱ χθὲς τὴν νύκτα ἀφικόμενοι εἰς τὸν Πειραιᾶ ἐπιβάται ἐκ Κρήτης διὰ τοῦ ἀτμοπλοίου τοῦ Πανελληνίου «Ἤπειρος» κατέστησαν γνωστὸν ὅτι οἱ ἐν Κρήτῃ Ναύαρχοι, ἐπὶ τοῦ αὐστριακοῦ ἀντιναυάρχου Ποττιέ, περιστάμενος τοῦ συμβουλίου τῶν Ναυάρχων καὶ τοῦ Γάλλου ἀνεκοίνωσεν ἐπίσημος πρὸς τὸν Πρόεδρον τῆς Ἐκτελεστικῆς Ἐπιτροπῆς ὅτι τὴν προσεχῆ Παρασκευήν (2 Ὀκτωβρίου) θὰ ἐπιδοθῶσι δύο διακηρύξεις, ἐκ τῶν ὁποίων ἡ μία πρὸς τοὺς Χριστιανοὺς καὶ ἡ ἑτέρα εἰς τοὺς Ὀθωμανοὺς κατοίκους τῆς νήσου. bbox=[726, 1396, 990, 1568]
article-paragraph: Οἱ πυροσβεστικοὶ λόχοι, τὸ ἄγημα τῶν ναυτῶν καὶ ὅλοι ὅσοι ἔσπευσαν ἐπὶ τόπου ἀνεδείχθησαν μετὰ μεγάλης δραστηριότητος πρὸς κατάσβεσιν τοῦ πυρός. bbox=[182, 102, 440, 158]
